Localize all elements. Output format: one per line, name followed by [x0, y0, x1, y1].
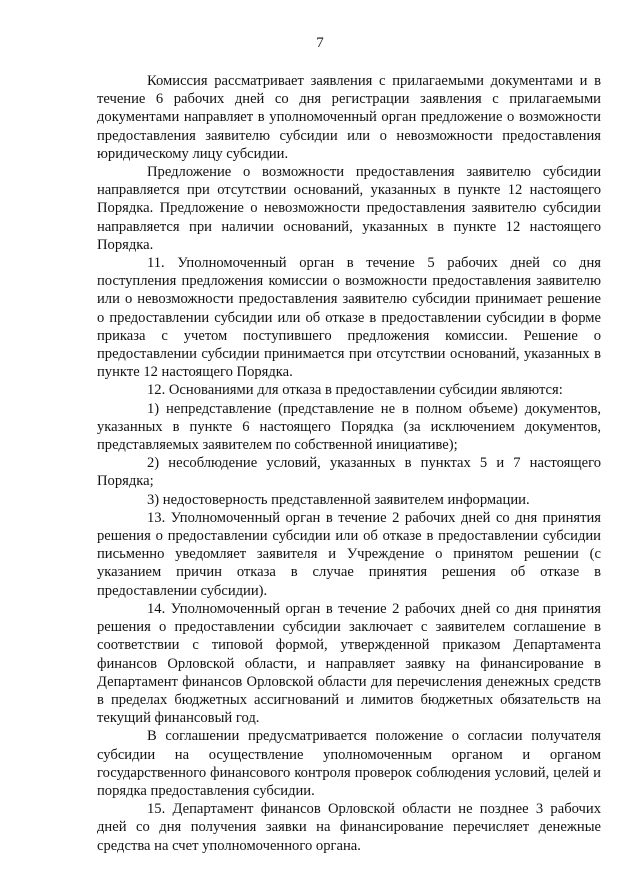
list-item-12-2: 2) несоблюдение условий, указанных в пунктах 5 и 7 настоящего Порядка;: [97, 455, 601, 490]
paragraph-item-15: 15. Департамент финансов Орловской области не позднее 3 рабочих дней со дня получения заявки на финансирование перечисляет денежные средства на счет уполномоченного органа.: [97, 801, 601, 854]
paragraph-item-11: 11. Уполномоченный орган в течение 5 рабочих дней со дня поступления предложения комиссии о возможности предоставления заявителю или о невозможности предоставления заявителю субсидии принимает решение о предоставлении субсидии или об отказе в предоставлении субсидии в форме приказа с учетом поступившего предложения комиссии. Решение о предоставлении субсидии принимается при отсутствии оснований, указанных в пункте 12 настоящего Порядка.: [97, 255, 601, 381]
page-number: 7: [316, 35, 324, 51]
paragraph-agreement-consent: В соглашении предусматривается положение о согласии получателя субсидии на осуществление уполномоченным органом и органом государственного финансового контроля проверок соблюдения условий, целей и порядка предоставления субсидии.: [97, 728, 601, 799]
paragraph-proposal-possibility: Предложение о возможности предоставления заявителю субсидии направляется при отсутствии оснований, указанных в пункте 12 настоящего Порядка. Предложение о невозможности предоставления заявителю субсидии направляется при наличии оснований, указанных в пункте 12 настоящего Порядка.: [97, 164, 601, 253]
paragraph-item-13: 13. Уполномоченный орган в течение 2 рабочих дней со дня принятия решения о предоставлении субсидии или об отказе в предоставлении субсидии письменно уведомляет заявителя и Учреждение о принятом решении (с указанием причин отказа в случае принятия решения об отказе в предоставлении субсидии).: [97, 509, 601, 599]
document-body: [97, 72, 601, 855]
list-item-12-1: 1) непредставление (представление не в полном объеме) документов, указанных в пункте 6 настоящего Порядка (за исключением документов, представляемых заявителем по собственной инициативе);: [97, 400, 601, 454]
paragraph-item-12: 12. Основаниями для отказа в предоставлении субсидии являются:: [147, 382, 563, 399]
paragraph-commission-review: Комиссия рассматривает заявления с прилагаемыми документами и в течение 6 рабочих дней со дня регистрации заявления с прилагаемыми документами направляет в уполномоченный орган предложение о возможности предоставления заявителю субсидии или о невозможности предоставления юридическому лицу субсидии.: [97, 73, 601, 162]
paragraph-item-14: 14. Уполномоченный орган в течение 2 рабочих дней со дня принятия решения о предоставлении субсидии заключает с заявителем соглашение в соответствии с типовой формой, утвержденной приказом Департамента финансов Орловской области, и направляет заявку на финансирование в Департамент финансов Орловской области для перечисления денежных средств в пределах бюджетных ассигнований и лимитов бюджетных обязательств на текущий финансовый год.: [97, 600, 601, 727]
list-item-12-3: 3) недостоверность представленной заявителем информации.: [147, 491, 530, 508]
